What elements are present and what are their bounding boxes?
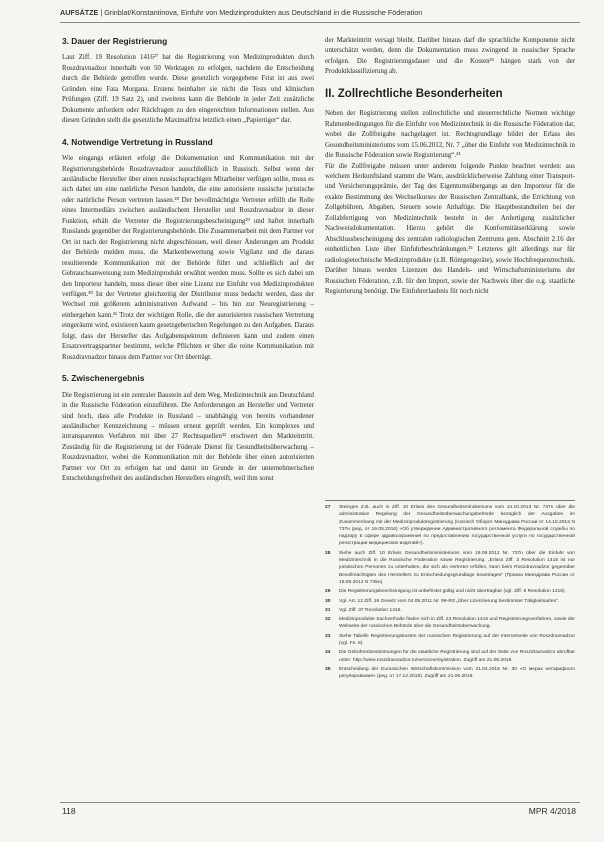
footnote [325, 616, 575, 631]
footnote-number: 33 [325, 633, 331, 639]
paragraph-customs-1: Neben der Registrierung stellen zollrechtliche und steuerrechtliche Normen wichtige Rahmenbedingungen für die Einfuhr von Medizintechnik in die Russische Föderation dar, wobei die Zollfreigabe nachgelagert ist. Rechtsgrundlage bildet der Erlass des Gesundheitsministeriums vom 15.06.2012, Nr. 7 „über die Einfuhr von Medizintechnik in die Russische Föderation sowie Registrierung“.³⁴ [325, 110, 575, 160]
footnotes [325, 504, 575, 683]
page-number: 118 [62, 806, 76, 816]
section-heading-interim-result: 5. Zwischenergebnis [62, 373, 145, 384]
footer-rule [60, 802, 580, 803]
running-header [60, 8, 580, 17]
header-title: | Grinblat/Konstantinova, Einfuhr von Medizinprodukten aus Deutschland in die Russische Föderation [100, 8, 423, 17]
paragraph-duration: Laut Ziff. 19 Resolution 1416²⁷ hat die Registrierung von Medizinprodukten durch Roszdravnadzor innerhalb von 50 Werktagen zu erfolgen, nachdem die Entscheidung durch die Behörde getroffen wurde. Diese gesetzlich vorgegebene Frist ist aus zwei Gründen eine Fata Morgana. Erstens beinhaltet sie nicht die Tests und klinischen Prüfungen (Ziff. 19 Satz 2), und zweitens kann die Behörde in jeder Zeit zusätzliche Dokumente anfordern oder Rückfragen zu den eingereichten Informationen stellen. Aus diesen Gründen stellt die gesetzliche Maximalfrist letztlich einen „Papiertiger“ dar. [62, 54, 314, 125]
paragraph-interim-result: Die Registrierung ist ein zentraler Baustein auf dem Weg, Medizintechnik aus Deutschland in die Russische Föderation einzuführen. Die Anforderungen an Hersteller und Vertreter sind hoch, dass alle Produkte in Russland – unabhängig von bereits vorhandener ausländischer Kennzeichnung – müssen erneut geprüft werden. Ein komplexes und intransparentes Verfahren mit über 27 Rechtsquellen³² erschwert den Markteintritt. Zuständig für die Registrierung ist der Föderale Dienst für Gesundheitsüberwachung – Roszdravnadzor, wobei die Kommunikation mit der Behörde über einen autorisierten Partner vor Ort zu erfolgen hat und damit im Grunde in der unternehmerischen Entscheidungsfreiheit des ausländischen Herstellers eingreift, weil ihm sonst [62, 391, 314, 483]
footnote-text: Die Gebührenbestimmungen für die staatliche Registrierung sind auf der Seite von Roszdravnadzor abrufbar unter: http://www.roszdravnadzor.ru/services/registration. Zugriff am 21.06.2018. [339, 650, 575, 663]
paragraph-continued: der Markteintritt versagt bleibt. Darüber hinaus darf die sprachliche Komponente nicht unterschätzt werden, denn die Dokumentation muss zwingend in russischer Sprache erfolgen. Die Registrierungsdauer und die Kosten³³ hängen stark von der Produktklassifizierung ab. [325, 37, 575, 76]
footnote-number: 28 [325, 550, 331, 556]
footnote-number: 32 [325, 617, 331, 623]
footnote-number: 31 [325, 607, 331, 613]
footnote-number: 30 [325, 598, 331, 604]
section-heading-representation: 4. Notwendige Vertretung in Russland [62, 136, 213, 147]
footnote-text: Siehe auch Ziff. 10 Erlass Gesundheitsministeriums vom 19.06.2012 Nr. 737n über die Einfuhr von Medizintechnik in die Russische Föderation sowie Registrierung. „Erlass Ziff. 3 Resolution 1416 ist nur juristischen Personen zu unterhalten, die sich als Vertreter erfüllen, kann beim Roszdravnadzor gegenüber Bevollmächtigten des Herstellers zu Entscheidungsgrundlage beantragen“ (Приказ Минздрава России от 19.06.2012 N 735н). [339, 550, 575, 585]
footnote-number: 27 [325, 505, 331, 510]
header-section: AUFSÄTZE [60, 8, 99, 17]
footnote-text: Vgl. Ziff. 37 Resolution 1416. [339, 607, 402, 613]
footnote [325, 633, 575, 648]
footnote-text: Die Registrierungsbescheinigung ist unbefristet gültig und nicht übertragbar (vgl. Ziff. 6 Resolution 1416). [339, 589, 566, 595]
section-heading-duration: 3. Dauer der Registrierung [62, 36, 168, 46]
footnote-text: Medizinprodukte Sachverhalte finden sich in Ziff. 23 Resolution 1416 und Registrierungsverfahren, sowie der Webseite der russischen Behörde über die Gesundheitsüberwachung. [339, 617, 575, 630]
journal-issue: MPR 4/2018 [528, 806, 576, 816]
paragraph-customs-2: Für die Zollfreigabe müssen unter anderem folgende Punkte beachtet werden: aus welchem Herkunftsland stammt die Ware, ausdrücklicherweise Zahlung einer Transport- und Versicherungsprämie, der Tag des Eigentumsübergangs an den Importeur für die exakte Bestimmung des Wechselkurses der Russischen Zentralbank, die Errichtung von Zollgebühren, Abgaben, Steuern sowie Anhaftige. Die Hauptbestandteilen bei der Zollabfertigung von Medizintechnik besteht in der Anfertigung zusätzlicher Nachweisdokumentation. Hierzu gehört die Konformitätserklärung sowie Abschlussbescheinigung des zentralen radiologischen Zentrums gem. Abschnitt 2.16 der einheitlichen Liste über Einfuhrbeschränkungen.³⁵ Letzteres gilt allerdings nur für radiologietechnische Medizinprodukte (z.B. Röntgengeräte), sowie Hochfrequenztechnik. Darüber hinaus werden Lizenzen des Handels- und Wirtschaftsministeriums der Russischen Föderation, z.B. für den Import, sowie der Nachweis über die o.g. staatliche Registrierung benötigt. Die Einfuhrerlaubnis für noch nicht [325, 162, 575, 295]
footnote [325, 504, 575, 548]
footnote-rule [325, 500, 575, 501]
footnote [325, 550, 575, 586]
footnote-text: Steingen Z.B. auch in Ziff. 10 Erlass des Gesundheitsministeriums vom 14.10.2013 Nr. 737n über die administrative Regelung der Gesundheitsüberwachungsbehörde bezüglich der Ausgaben im Zusammenhang mit der Medizinproduktregistrierung (russisch Оборот Минздрава России от 14.10.2013 N 737н (ред. от 16.05.2016) «Об утверждении Административного регламента Федеральной службы по надзору в сфере здравоохранения по предоставлению государственной услуги по государственной регистрации медицинских изделий»). [339, 505, 575, 547]
chapter-heading-customs: II. Zollrechtliche Besonderheiten [325, 87, 503, 100]
footnote [325, 588, 575, 595]
right-column [325, 36, 575, 297]
footnote [325, 607, 575, 614]
footnote-text: Entscheidung der Eurasischen Wirtschaftskommission vom 21.04.2015 Nr. 30 «О мерах нетарифного регулирования» (ред. от 17.12.2018). Zugriff am 21.06.2018. [339, 666, 575, 680]
footnote [325, 598, 575, 605]
footnote [325, 649, 575, 664]
footnote-text: Siehe Tabelle Registrierungskosten der russischen Registrierung auf der Internetseite von Roszdravnadzor (vgl. Fn. 8). [339, 633, 575, 647]
left-column [62, 36, 314, 485]
paragraph-representation: Wie eingangs erläutert erfolgt die Dokumentation und Kommunikation mit der Registrierungsbehörde Roszdravnadzor ausschließlich in Russisch. Selbst wenn der ausländische Hersteller über einen russischsprachigen Mitarbeiter verfügen sollte, muss es sich dabei um eine natürliche Person handeln, die eine autorisierte russische juristische oder natürliche Person vertreten lassen.²⁸ Der bevollmächtigte Vertreter erfüllt die Rolle eines Intermediärs zwischen ausländischem Hersteller und Roszdravnadzor in dieser Funktion, erhält die Vertreter die Registrierungsbescheinigung²⁹ und haftet innerhalb Russlands gegenüber der Registrierungsbehörde. Die Zusammenarbeit mit dem Partner vor Ort ist nach der Registrierung nicht abgeschlossen, weil dieser Änderungen am Produkt der Behörde melden muss, die Markenbewertung sowie Vigilanz und die daraus resultierende Kommunikation mit der Behörde führt und schließlich auf der Gebrauchsanweisung zum Medizinprodukt erwähnt werden muss. Sollte es sich dabei um den Importeur handeln, muss dieser über eine Lizenz zur Einfuhr von Medizinprodukten verfügen.³⁰ Ist der Vertreter gleichzeitig der Distributor muss bedacht werden, dass der Wechsel mit größerem administrativen Aufwand – bis hin zur Neuregistrierung – einhergehen kann.³¹ Trotz der wichtigen Rolle, die der autorisierten russischen Vertretung eingeräumt wird, existieren kaum gesetzgeberischen Regelungen zu den Aufgaben. Daraus folgt, dass der Hersteller das Aufgabenspektrum definieren kann und zudem einen Ersatzvertragspartner bestimmt, welche Pflichten er über die reine Kommunikation mit Roszdravnadzor hinaus dem Partner vor Ort überträgt. [62, 155, 314, 361]
footnote-number: 34 [325, 650, 331, 656]
header-rule [60, 22, 580, 23]
footnote-number: 35 [325, 666, 331, 672]
footnote [325, 666, 575, 681]
footnote-number: 29 [325, 589, 331, 595]
footnote-text: Vgl. Art. 12 Ziff. 19 Gesetz vom 04.05.2011 Nr. 99-ФЗ „Über Lizenzierung bestimmter Tätigkeitsarten“. [339, 598, 560, 604]
